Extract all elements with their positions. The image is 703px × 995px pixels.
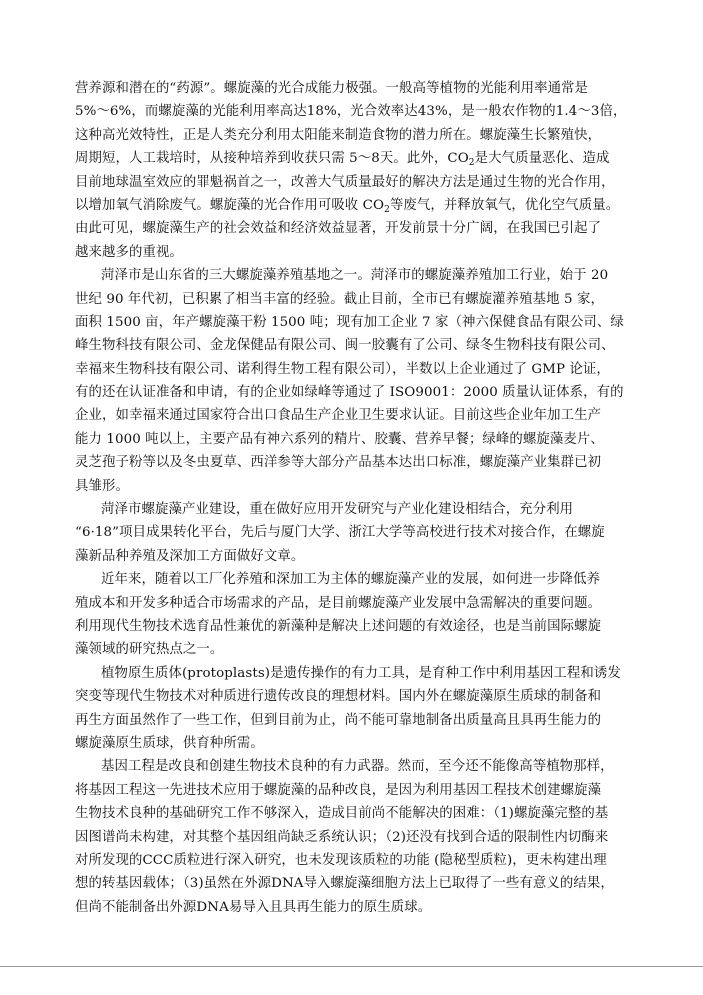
text-segment: 以增加氧气消除废气。螺旋藻的光合作用可吸收 CO <box>75 197 385 213</box>
text-segment: 等废气，并释放氧气，优化空气质量。 <box>389 197 620 213</box>
document-body <box>75 77 631 919</box>
paragraph-genetic-engineering <box>75 755 631 919</box>
text-line: 但尚不能制备出外源DNA易导入且具再生能力的原生质球。 <box>75 899 432 915</box>
paragraph-industry-construction <box>75 498 631 568</box>
text-line: 将基因工程这一先进技术应用于螺旋藻的品种改良，是因为利用基因工程技术创建螺旋藻 <box>75 782 602 798</box>
text-line: 越来越多的重视。 <box>75 244 183 260</box>
text-line: 能力 1000 吨以上，主要产品有神六系列的精片、胶囊、营养早餐；绿峰的螺旋藻麦片、 <box>75 431 604 447</box>
text-line <box>75 194 631 217</box>
text-line: 再生方面虽然作了一些工作，但到目前为止，尚不能可靠地制备出质量高且具再生能力的 <box>75 712 602 728</box>
paragraph-recent-years <box>75 568 631 662</box>
text-line: 生物技术良种的基础研究工作不够深入，造成目前尚不能解决的困难：（1)螺旋藻完整的基 <box>75 806 609 822</box>
footer-divider <box>0 966 703 967</box>
text-line: 突变等现代生物技术对种质进行遗传改良的理想材料。国内外在螺旋藻原生质球的制备和 <box>75 689 602 705</box>
text-line: 菏泽市是山东省的三大螺旋藻养殖基地之一。菏泽市的螺旋藻养殖加工行业，始于 20 <box>101 268 609 284</box>
text-line: 5%～6%，而螺旋藻的光能利用率高达18%，光合效率达43%，是一般农作物的1.4～3倍， <box>75 104 627 120</box>
text-line: 菏泽市螺旋藻产业建设，重在做好应用开发研究与产业化建设相结合，充分利用 <box>101 502 574 518</box>
text-line: 近年来，随着以工厂化养殖和深加工为主体的螺旋藻产业的发展，如何进一步降低养 <box>101 572 601 588</box>
text-line: 灵芝孢子粉等以及冬虫夏草、西洋参等大部分产品基本达出口标准，螺旋藻产业集群已初 <box>75 455 602 471</box>
text-line: 植物原生质体(protoplasts)是遗传操作的有力工具，是育种工作中利用基因工程和诱发 <box>101 665 621 681</box>
text-line: 想的转基因载体；（3)虽然在外源DNA导入螺旋藻细胞方法上已取得了一些有意义的结果， <box>75 876 614 892</box>
text-line: 基因工程是改良和创建生物技术良种的有力武器。然而，至今还不能像高等植物那样， <box>101 759 614 775</box>
paragraph-protoplasts <box>75 662 631 756</box>
text-line: 营养源和潜在的“药源”。螺旋藻的光合成能力极强。一般高等植物的光能利用率通常是 <box>75 81 589 96</box>
text-line: 螺旋藻原生质球，供育种所需。 <box>75 735 264 751</box>
text-line <box>75 147 631 170</box>
text-segment: 周期短，人工栽培时，从接种培养到收获只需 5～8天。此外，CO <box>75 151 469 167</box>
text-line: 藻领域的研究热点之一。 <box>75 642 224 658</box>
text-line: 具雏形。 <box>75 478 129 494</box>
subscript: 2 <box>384 204 390 215</box>
text-line: 藻新品种养殖及深加工方面做好文章。 <box>75 548 305 564</box>
text-line: “6·18”项目成果转化平台，先后与厦门大学、浙江大学等高校进行技术对接合作，在螺旋 <box>75 525 605 541</box>
text-line: 世纪 90 年代初，已积累了相当丰富的经验。截止目前，全市已有螺旋灌养殖基地 5 家， <box>75 291 604 307</box>
text-line: 幸福来生物科技有限公司、诺利得生物工程有限公司），半数以上企业通过了 GMP 论证， <box>75 361 610 377</box>
text-line: 企业，如幸福来通过国家符合出口食品生产企业卫生要求认证。目前这些企业年加工生产 <box>75 408 602 424</box>
text-line: 利用现代生物技术选育品性兼优的新藻种是解决上述问题的有效途径，也是当前国际螺旋 <box>75 618 602 634</box>
text-segment: 是大气质量恶化、造成 <box>474 151 610 167</box>
subscript: 2 <box>468 158 475 169</box>
text-line: 峰生物科技有限公司、金龙保健品有限公司、闽一胶囊有了公司、绿冬生物科技有限公司、 <box>75 338 615 354</box>
text-line: 殖成本和开发多种适合市场需求的产品，是目前螺旋藻产业发展中急需解决的重要问题。 <box>75 595 602 611</box>
text-line: 对所发现的CCC质粒进行深入研究，也未发现该质粒的功能 (隐秘型质粒)，更未构建出理 <box>75 852 607 868</box>
paragraph-heze-base <box>75 264 631 498</box>
text-line: 有的还在认证准备和申请，有的企业如绿峰等通过了 ISO9001：2000 质量认证体系，有的 <box>75 385 624 401</box>
text-line: 目前地球温室效应的罪魁祸首之一，改善大气质量最好的解决方法是通过生物的光合作用， <box>75 174 615 190</box>
text-line: 面积 1500 亩，年产螺旋藻干粉 1500 吨；现有加工企业 7 家（神六保健食品有限公司、绿 <box>75 314 624 330</box>
text-line: 这种高光效特性，正是人类充分利用太阳能来制造食物的潜力所在。螺旋藻生长繁殖快， <box>75 127 602 143</box>
paragraph-photosynthesis <box>75 77 631 264</box>
text-line: 由此可见，螺旋藻生产的社会效益和经济效益显著，开发前景十分广阔，在我国已引起了 <box>75 221 602 237</box>
text-line: 因图谱尚未构建，对其整个基因组尚缺乏系统认识；（2)还没有找到合适的限制性内切酶来 <box>75 829 609 845</box>
